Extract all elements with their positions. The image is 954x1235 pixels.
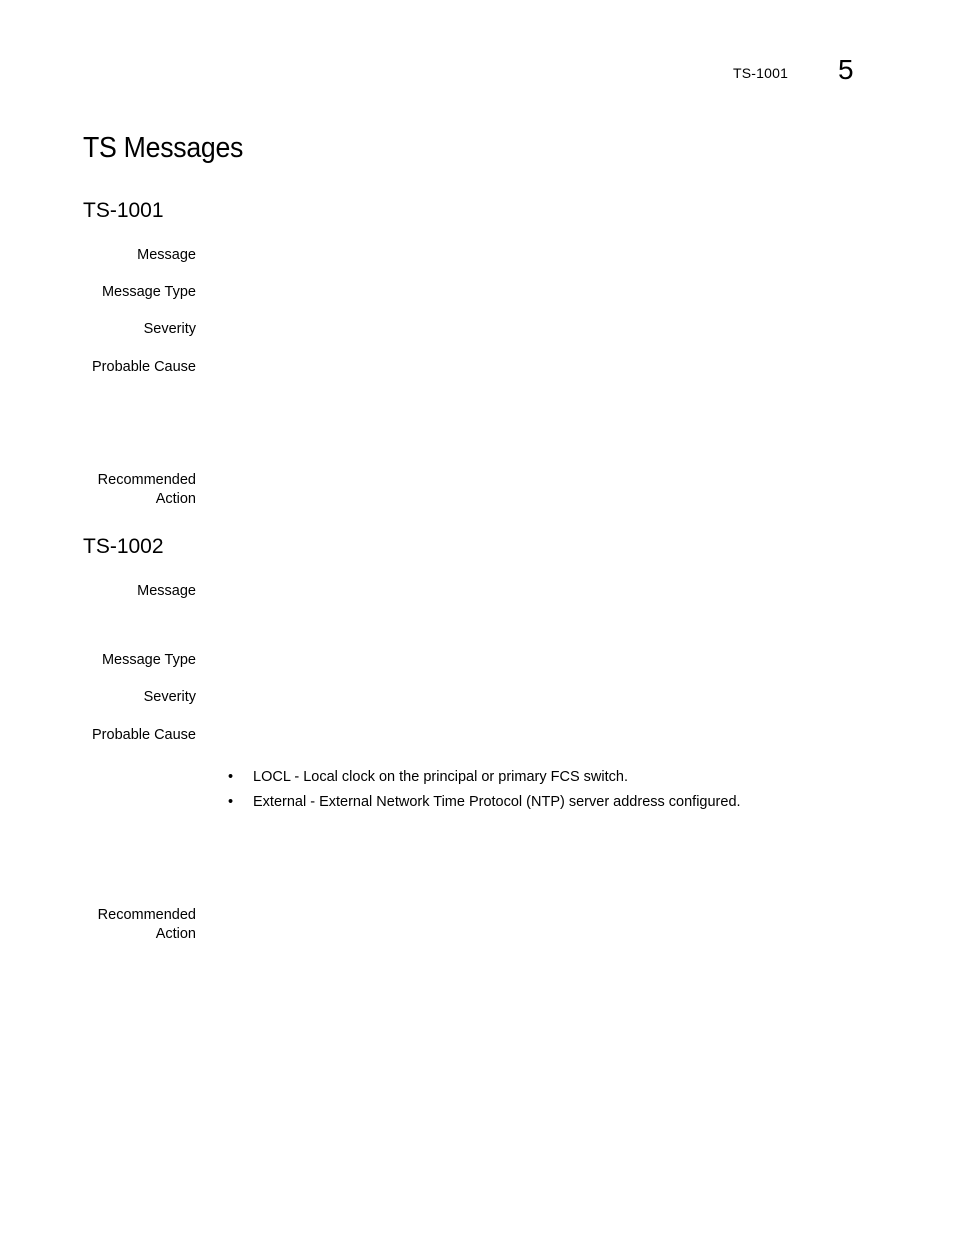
label-message-type: Message Type [101, 284, 196, 300]
label-message: Message [137, 247, 196, 263]
list-item-text: LOCL - Local clock on the principal or primary FCS switch. [253, 769, 628, 785]
label-severity: Severity [143, 689, 196, 705]
label-severity: Severity [143, 321, 196, 337]
list-item [228, 768, 741, 793]
label-message-type: Message Type [101, 652, 196, 668]
running-header-section: TS-1001 [733, 65, 789, 81]
page-title: TS Messages [83, 132, 244, 164]
label-recommended-action-line1: Recommended [97, 472, 196, 488]
label-recommended-action-line1: Recommended [97, 907, 196, 923]
label-recommended-action-line2: Action [155, 491, 196, 507]
label-recommended-action [98, 471, 196, 509]
probable-cause-list [228, 768, 741, 818]
list-item [228, 793, 741, 818]
label-probable-cause: Probable Cause [92, 727, 196, 743]
bullet-icon: • [228, 794, 234, 810]
label-recommended-action-line2: Action [155, 926, 196, 942]
label-probable-cause: Probable Cause [92, 359, 196, 375]
label-message: Message [137, 583, 196, 599]
chapter-number: 5 [838, 54, 854, 85]
bullet-icon: • [228, 769, 234, 785]
section-title-ts-1001: TS-1001 [83, 199, 164, 222]
list-item-text: External - External Network Time Protocol (NTP) server address configured. [253, 794, 741, 810]
label-recommended-action [98, 906, 196, 944]
section-title-ts-1002: TS-1002 [83, 535, 164, 558]
